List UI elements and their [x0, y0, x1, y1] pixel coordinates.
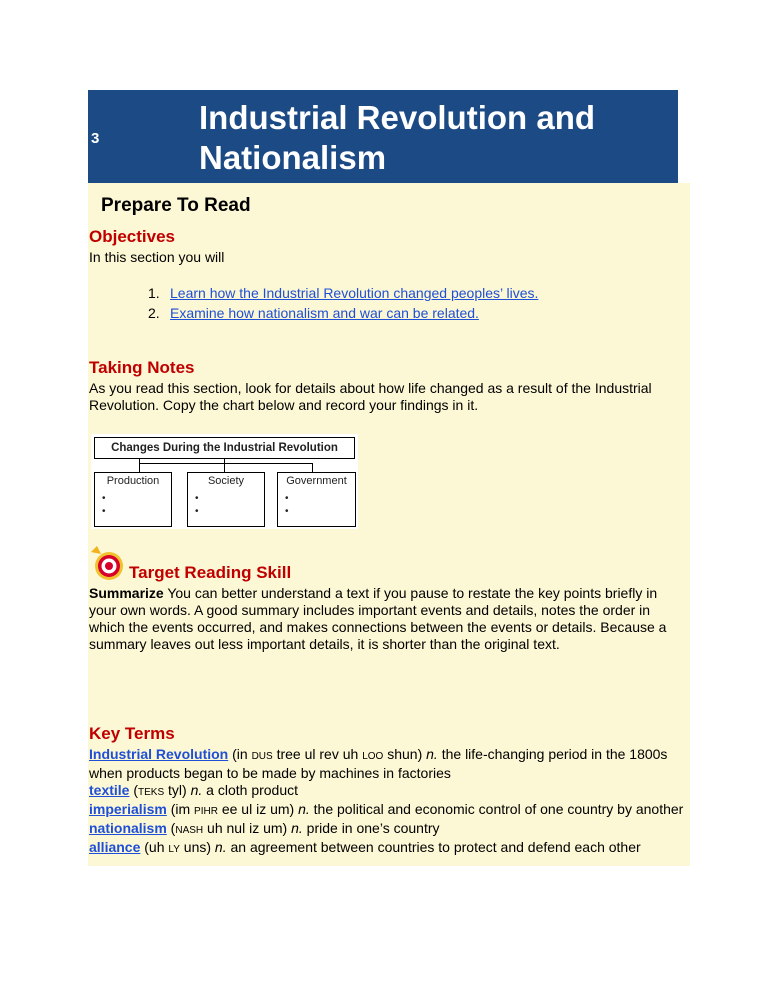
notes-chart: [91, 434, 358, 529]
target-reading-text: Summarize You can better understand a text if you pause to restate the key points briefly in your own words. A good summary includes important events and details, notes the order in which the events occurred, and makes connections between the events or details. Because a summary leaves out less important details, it is shorter than the original text.: [89, 585, 667, 652]
term-imperialism[interactable]: imperialism: [89, 801, 167, 817]
taking-notes-heading: Taking Notes: [89, 358, 195, 377]
objectives-list: [148, 283, 538, 323]
page-title: Industrial Revolution and Nationalism: [199, 99, 596, 176]
key-terms-list: [89, 746, 684, 858]
connector-line: [312, 463, 313, 472]
key-term-item: Industrial Revolution (in DUS tree ul rev uh LOO shun) n. the life-changing period in the 1800s when products began to be made by machines in factories: [89, 746, 668, 781]
term-textile[interactable]: textile: [89, 782, 130, 798]
connector-line: [224, 458, 225, 472]
objective-item: 2. Examine how nationalism and war can be related.: [148, 305, 479, 321]
section-header: [88, 90, 678, 183]
connector-line: [139, 463, 312, 464]
connector-line: [139, 463, 140, 472]
key-term-item: imperialism (im PIHR ee ul iz um) n. the political and economic control of one country by another: [89, 801, 684, 817]
chart-box-society: Society • •: [187, 472, 265, 527]
chart-box-government: Government • •: [277, 472, 356, 527]
term-industrial-revolution[interactable]: Industrial Revolution: [89, 746, 229, 762]
chart-title: Changes During the Industrial Revolution: [94, 437, 355, 459]
objective-item: 1. Learn how the Industrial Revolution changed peoples’ lives.: [148, 285, 539, 301]
term-alliance[interactable]: alliance: [89, 839, 141, 855]
taking-notes-text: As you read this section, look for details about how life changed as a result of the Industrial Revolution. Copy the chart below and record your findings in it.: [89, 380, 652, 413]
chart-box-production: Production • •: [94, 472, 172, 527]
target-reading-heading: Target Reading Skill: [129, 563, 292, 582]
objectives-intro: In this section you will: [89, 249, 225, 265]
term-nationalism[interactable]: nationalism: [89, 820, 167, 836]
section-number: 3: [91, 130, 100, 147]
key-term-item: nationalism (NASH uh nul iz um) n. pride in one’s country: [89, 820, 440, 836]
key-terms-heading: Key Terms: [89, 724, 175, 743]
objective-link-1[interactable]: Learn how the Industrial Revolution changed peoples’ lives.: [170, 285, 539, 301]
objectives-heading: Objectives: [89, 227, 175, 246]
prepare-to-read-panel: [88, 183, 690, 866]
objective-link-2[interactable]: Examine how nationalism and war can be related.: [170, 305, 479, 321]
summarize-term: Summarize: [89, 585, 164, 601]
key-term-item: alliance (uh LY uns) n. an agreement between countries to protect and defend each other: [89, 839, 641, 855]
key-term-item: textile (TEKS tyl) n. a cloth product: [89, 782, 299, 798]
prepare-heading: Prepare To Read: [101, 195, 251, 216]
target-reading-icon: [87, 542, 127, 582]
